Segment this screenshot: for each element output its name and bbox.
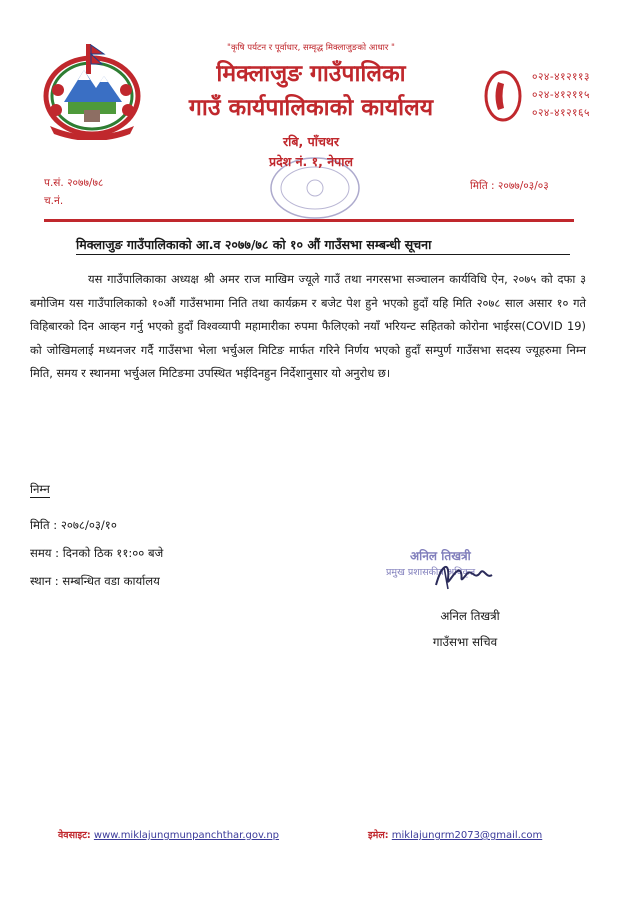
notice-body: यस गाउँपालिकाका अध्यक्ष श्री अमर राज माखिम ज्यूले गाउँ तथा नगरसभा सञ्चालन कार्यविधि ऐन, २०७५ को दफा ३ बमोजिम यस गाउँपालिकाको १०औं गाउँसभामा निति तथा कार्यक्रम र बजेट पेश हुने भएको हुदाँ यहि मिति २०७८ साल असार १० गते विहिबारको दिन आव्हन गर्नु भएको हुदाँ विश्वव्यापी महामारीका रुपमा फैलिएको नयाँ भरियन्ट सहितको कोरोना भाईरस(COVID 19) को जोखिमलाई मध्यनजर गर्दै गाउँसभा भेला भर्चुअल मिटिङ मार्फत गरिने निर्णय भएको हुदाँ सम्पुर्ण गाउँसभा सदस्य ज्यूहरुमा निम्न मिति, समय र स्थानमा भर्चुअल मिटिङमा उपस्थित भईदिनहुन निर्देशानुसार यो अनुरोध छ। bbox=[30, 272, 586, 380]
meeting-time: समय : दिनको ठिक ११:०० बजे bbox=[30, 546, 164, 560]
website-link[interactable]: www.miklajungmunpanchthar.gov.np bbox=[93, 830, 280, 841]
meeting-venue: स्थान : सम्बन्धित वडा कार्यालय bbox=[30, 574, 160, 588]
handwritten-signature-icon bbox=[384, 545, 514, 597]
nepal-emblem-icon bbox=[38, 40, 146, 140]
dispatch-number: च.नं. bbox=[44, 195, 64, 207]
office-province: प्रदेश नं. १, नेपाल bbox=[269, 154, 353, 169]
slogan: "कृषि पर्यटन र पूर्वाधार, सम्वृद्ध मिक्लाजुङको आधार " bbox=[227, 43, 395, 53]
phone-icon bbox=[483, 69, 523, 123]
letter-date: मिति : २०७७/०३/०३ bbox=[470, 180, 549, 192]
meeting-date: मिति : २०७८/०३/१० bbox=[30, 518, 117, 532]
phone-number: ०२४-४१२११५ bbox=[532, 89, 590, 101]
email-link[interactable]: miklajungrm2073@gmail.com bbox=[391, 830, 543, 841]
office-location: रबि, पाँचथर bbox=[283, 134, 339, 149]
header-divider bbox=[44, 219, 574, 222]
phone-number: ०२४-४१२११३ bbox=[532, 71, 590, 83]
notice-subject: मिक्लाजुङ गाउँपालिकाको आ.व २०७७/७८ को १० औं गाउँसभा सम्बन्धी सूचना bbox=[76, 236, 570, 255]
footer-website bbox=[58, 828, 279, 841]
office-title-line1: मिक्लाजुङ गाउँपालिका bbox=[216, 61, 406, 87]
details-heading: निम्न bbox=[30, 482, 50, 496]
phone-numbers bbox=[532, 68, 622, 122]
officer-stamp bbox=[384, 545, 514, 597]
stamp-name: अनिल तिखत्री bbox=[410, 549, 471, 563]
email-label: इमेल: bbox=[368, 830, 389, 841]
office-title-line2: गाउँ कार्यपालिकाको कार्यालय bbox=[188, 95, 434, 121]
website-label: वेवसाइट: bbox=[58, 830, 91, 841]
signatory-name: अनिल तिखत्री bbox=[440, 609, 500, 623]
stamp-title: प्रमुख प्रशासकीय अधिकृत bbox=[386, 567, 476, 578]
signatory-title: गाउँसभा सचिव bbox=[432, 635, 498, 649]
phone-number: ०२४-४१२१६५ bbox=[532, 107, 590, 119]
fiscal-year: प.सं. २०७७/७८ bbox=[44, 177, 104, 189]
footer-email bbox=[368, 828, 542, 841]
